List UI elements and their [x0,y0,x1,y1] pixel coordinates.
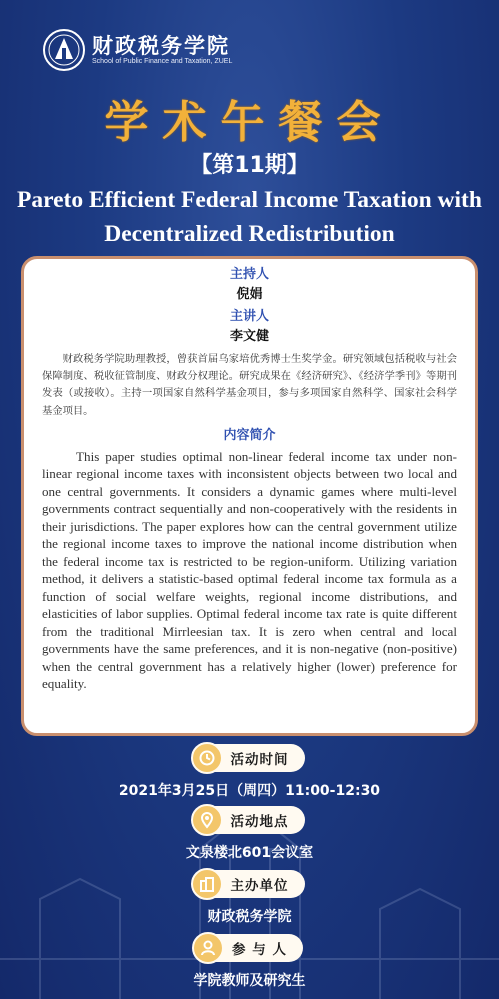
organizer-value: 财政税务学院 [207,909,292,925]
clock-icon [191,742,223,774]
abstract-text: This paper studies optimal non-linear federal income tax under non-linear regional income taxes with inconsistent objects between two local and one central governments. It considers a dynamic games where multi-level governments contract sequentially and non-cooperatively with the residents in their jurisdictions. The paper explores how can the central government utilize the regional income taxes to improve the national income distribution when the federal income tax is restricted to be region-uniform. Utilizing variation method, it delivers a statistic-based optimal federal income tax formula as a function of social welfare weights, regional income distributions, and elasticities of labor supplies. Optimal federal income tax rate is quite different from the traditional Mirrleesian tax. It is zero when central and local governments have the same preferences, and it is non-negative (non-positive) when the central government has a relatively higher (lower) preference for equality. [42,448,457,692]
school-logo-icon [42,28,86,72]
organizer-pill [195,870,305,898]
organizer-label: 主办单位 [230,878,289,894]
location-pill [195,806,305,834]
issue-number: 【第11期】 [190,153,309,178]
abstract-heading: 内容简介 [223,427,276,443]
school-english-name: School of Public Finance and Taxation, ZUEL [92,58,233,65]
participants-value: 学院教师及研究生 [193,973,306,989]
content-card [21,256,478,736]
talk-title-line2: Decentralized Redistribution [104,221,395,247]
speaker-label: 主讲人 [229,309,269,324]
info-participants [0,934,499,990]
host-name: 倪娟 [236,287,263,302]
speaker-name: 李文健 [229,329,269,344]
host-label: 主持人 [229,267,269,282]
time-value: 2021年3月25日（周四）11:00-12:30 [118,783,381,799]
speaker-bio: 财政税务学院助理教授，曾获首届乌家培优秀博士生奖学金。研究领域包括税收与社会保障制度、税收征管制度、财政分权理论。研究成果在《经济研究》、《经济学季刊》等期刊发表（或接收）。主持一项国家自然科学基金项目，参与多项国家自然科学、国家社会科学基金项目。 [42,353,457,417]
time-label: 活动时间 [230,752,289,768]
series-title: 学术午餐会 [104,97,395,148]
school-name: 财政税务学院 [92,33,230,58]
participants-label: 参 与 人 [232,942,287,958]
info-location [0,806,499,862]
info-organizer [0,870,499,926]
building-icon [191,868,223,900]
location-pin-icon [191,804,223,836]
talk-title-line1: Pareto Efficient Federal Income Taxation with [17,187,482,213]
info-time [0,744,499,800]
location-value: 文泉楼北601会议室 [185,845,314,861]
talk-title [14,183,485,251]
location-label: 活动地点 [230,814,289,830]
time-pill [195,744,305,772]
participants-pill [196,934,303,962]
person-icon [192,932,224,964]
